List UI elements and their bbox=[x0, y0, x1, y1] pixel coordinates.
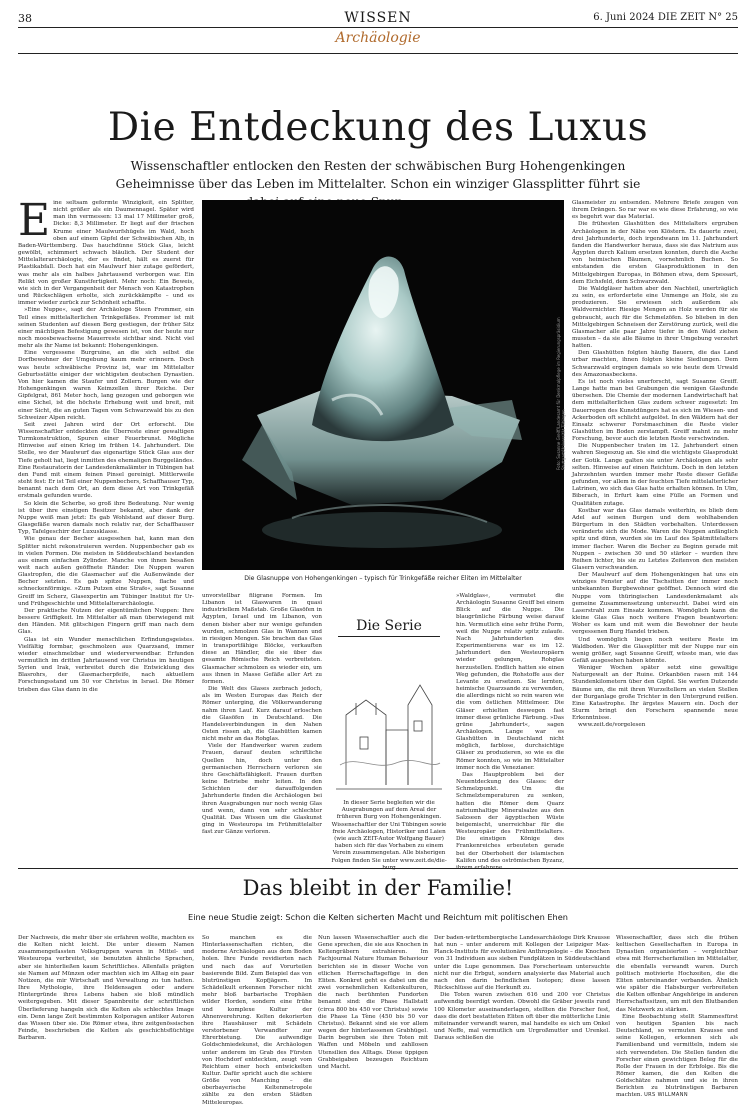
paragraph: Die Waldgläser hatten aber den Nachteil, unerträglich zu sein, es erfordertete eine Unmenge an Holz, sie zu produzieren. Sie erwiesen sich außerdem als Waldvernichter. Riesige Mengen an Holz wurden für sie gebraucht, auch für die Schmelzöfen. So blieben in den Mittelgebirgen Schneisen der Zerstörung zurück, weil die Glasmacher alle paar Jahre tiefer in den Wald ziehen mussten – da sie alle Bäume in ihrer Umgebung verzehrt hatten. bbox=[572, 285, 738, 350]
article2-column-3 bbox=[318, 935, 428, 1093]
glass-nuppe-illustration bbox=[202, 200, 564, 570]
glass-nuppe-photo bbox=[202, 200, 564, 570]
paragraph: So manchen es die Hinterlassenschaften richten, die moderne Archäologen aus dem Boden holen. Ihre Funde revidierten nach und nach das auf Vorurteilen basierende Bild. Zum Beispiel das von blutrünstigen Kopfjägern. Im Schädelkult erkennen Forscher nicht mehr bloß barbarische Trophäen wilder Horden, sondern eine frühe und komplexe Kultur der Ahnenverehrung. Kelten dekorierten ihre Haushäuser mit Schädeln verstorbener Verwandter zur Ehrerbietung. Die aufwendige Goldschmiedekunst, die Archäologen unter anderem im Grab des Fürsten von Hochdorf entdeckten, zeugt vom Reichtum einer hoch entwickelten Kultur. Dafür spricht auch die schiere Größe von Manching – die oberbayerische Keltenmetropole zählte zu den ersten Städten Mitteleuropas. bbox=[202, 935, 312, 1106]
paragraph bbox=[616, 1014, 738, 1100]
paragraph: Weniger Wochen später setzt eine gewaltige Naturgewalt an der Ruine. Orkanböen rasen mit 144 Stundenkilometern über den Gipfel. Sie werfen Dutzende Bäume um, die mit ihren Wurzeltellern an vielen Stellen der Burganlage große Trichter in den Untergrund reißen. Eine Katastrophe. Ihr ärgstes Mauern ein. Doch der Sturm bringt den Forschern spannende neue Erkenntnisse. bbox=[572, 665, 738, 722]
paragraph: Glasmeister zu entsenden. Mehrere Briefe zeugen von ihrem Drängen. So rar war es wie diese Erfahrung, so wie es begehrt war das Material. bbox=[572, 200, 738, 221]
paragraph: So klein die Scherbe, so groß ihre Bedeutung. Nur wenig ist über ihre einstigen Besitzer bekannt, aber dank der Nuppe weiß man jetzt: Es gab Wohlstand auf dieser Burg. Glasgefäße waren damals noch relativ rar, der Schaffhauser Typ, Tafelgeschirr der Luxusklasse. bbox=[18, 500, 194, 536]
paragraph: Seit zwei Jahren wird der Ort erforscht. Die Wissenschaftler entdeckten die Überreste einer gewaltigen Turmkonstruktion, Spuren einer Feuerbrunst. Mögliche Hinweise auf einen Krieg im frühen 14. Jahrhundert. Die Stelle, wo der Maulwurf das eigenartige Stück Glas aus der Tiefe geholt hat, liegt inmitten des ehemaligen Burggeländes. Eine Restauratorin der Landesdenkmalämter in Tübingen hat den Fund mit einem feinen Pinsel gereinigt. Mittlerweile steht fest: Er ist Teil einer Nuppenbechers, Schaffhauser Typ, benannt nach dem Ort, an dem diese Art von Trinkgefäß erstmals gefunden wurde. bbox=[18, 421, 194, 500]
article2-deck: Eine neue Studie zeigt: Schon die Kelten sicherten Macht und Reichtum mit politischen Ehen bbox=[188, 912, 568, 922]
article-column-4 bbox=[572, 200, 738, 860]
article2-column-5 bbox=[616, 935, 738, 1099]
castle-sketch-icon bbox=[336, 645, 442, 793]
deck-text: Wissenschaftler entlocken den Resten der schwäbischen Burg Hohengenkingen Geheimnisse über das Leben im Mittelalter. Schon ein winziger Glassplitter führt sie bbox=[115, 159, 641, 191]
paragraph: Das Hauptproblem bei der Neuentdeckung des Glases: der Schmelzpunkt. Um die Schmelztemperaturen zu senken, hatten die Römer dem Quarz natriumhaltige Mineralsalze aus den Salzseen der ägyptischen Wüste beigemischt, unerreichbar für die Westeuropäer des Frühmittelalters. Die einstigen Könige des Frankenreiches erbeuteten gerade bei der Oberhoheit der islamischen Kalifen und des oströmischen Byzanz, bbox=[456, 771, 564, 864]
article-column-3 bbox=[456, 593, 564, 864]
paragraph: www.zeit.de/vorgelesen bbox=[578, 722, 646, 729]
paragraph: ine seltsam geformte Winzigkeit, ein Splitter, nicht größer als ein Daumennagel. Später wird man ihn vermessen: 13 mal 17 Millimeter groß, Dicke: 8,3 Millimeter. Er liegt auf der frischen Krume einer Maulwurfshügels im Wald, hoch oben auf einem Gipfel der Schwäbischen Alb, in Baden-Württemberg. Das hauchdünne Stück Glas, leicht gewölbt, schimmert schwach bläulich. Der Student der Mittelalterarchäologie, der es findet, hält es zuerst für Plastikabfall. Doch hat ein Maulwurf hier zutage gefördert, was mehr als ein halbes Jahrtausend verborgen war. Ein Relikt von großer Kunstfertigkeit. Mehr noch: Ein Beweis, wie sich in der Vergangenheit der Mensch von Katastrophen und Rückschlägen erholte, sich zurückkämpfte – und es immer wieder zurück zur Schönheit schaffte. bbox=[18, 200, 194, 307]
paragraph: Nun lassen Wissenschaftler auch die Gene sprechen, die sie aus Knochen in Keltengräbern extrahieren. Im Fachjournal Nature Human Behaviour berichten sie in dieser Woche von etlichen Herrschaftsgefüge in den Eliten. Konkret geht es dabei um die zwei vornehmlichen Keltenkulturen, die nach berühmten Fundorten benannt sind: die Phase Hallstatt (circa 800 bis 450 vor Christus) sowie die Phase La Tène (450 bis 50 vor Christus). Bekannt sind sie vor allem wegen der hinterlassenen Grabhügel. Darin begruben sie ihre Toten mit Waffen und Möbeln und zahllosen Utensilien des Alltags. Diese üppigen Grabbeigaben bezeugen Reichtum und Macht. bbox=[318, 935, 428, 1070]
paragraph: Der baden-württembergische Landesarchäologe Dirk Krausse hat nun – unter anderem mit Kollegen der Leipziger Max-Planck-Instituts für evolutionäre Anthropologie – die Knochen von 31 Individuen aus sieben Fundplätzen in Süddeutschland unter die Lupe genommen. Das Forscherteam untersuchte nicht nur die Erbgut, sondern analysierte das Material auch nach den darin befindlichen Isotopen; diese lassen Rückschlüsse auf die Herkunft zu. bbox=[434, 935, 610, 992]
article-column-2 bbox=[202, 593, 322, 859]
paragraph: Und womöglich liegen noch weitere Reste im Waldboden. Wer die Glassplitter mit der Nuppe nur ein wenig größer, sagt Susanne Greiff, wüsste man, wie das Gefäß ausgesehen haben könnte. bbox=[572, 636, 738, 664]
paragraph: unvorstellbar filigrane Formen. Im Libanon ist Glaswaren in quasi industriellem Maßstab. Große Glasöfen in Ägypten, Israel und im Libanon, von denen bisher aber nur wenige gefunden wurden, schmolzen Glas in Wannen und in riesigen Mengen. Sie brachen das Glas in transportfähige Blöcke, verkauften diese an Händler, die sie über das gesamte Römische Reich verbreiteten. Glasmacher schmolzen es wieder ein, um aus ihnen in Masse Gefäße aller Art zu formen. bbox=[202, 593, 322, 685]
paragraph-text: Eine Beobachtung stellt Stammesfürst von heutigen Spanien bis nach Deutschland, so vermuten Krausse und seine Kollegen, erkennen sich als Familienband und vermitteln, indem sie sich verwendeten. Die Stellen fanden die Forscher einen gewichtigen Beleg für die Rolle der Frauen in der Erbfolge. Bis die Römer kamen, die den Kelten die Goldschätze nahmen und sie in ihren Berichten zu blutrünstigen Barbaren machten. bbox=[616, 1013, 738, 1099]
article2-column-4 bbox=[434, 935, 610, 1093]
dateline: 6. Juni 2024 DIE ZEIT N° 25 bbox=[593, 12, 738, 23]
paragraph: Die Welt des Glases zerbrach jedoch, als im Westen Europas das Reich der Römer unterging, die Völkerwanderung nahm ihren Lauf. Kurz darauf erloschen die Glasöfen in Deutschland. Die Handelsverbindungen in den Nahen Osten rissen ab, die Glashütten kamen nicht mehr an das Rohglas. bbox=[202, 686, 322, 743]
article2-column-2 bbox=[202, 935, 312, 1106]
paragraph: Viele der Handwerker waren zudem Frauen, darauf deuten schriftliche Quellen hin, doch unter den germanischen Herrschern verloren sie ihre Geschäftsfähigkeit. Frauen durften keine Betriebe mehr leiten. In den Schichten der darauffolgenden Jahrhunderte finden die Archäologen bei ihren Ausgrabungen nur noch wenig Glas und wenn, dann von sehr schlechter Qualität. Das Wissen um die Glaskunst ging in Westeuropa im Frühmittelalter fast zur Gänze verloren. bbox=[202, 743, 322, 836]
paragraph: Es ist noch vieles unerforscht, sagt Susanne Greiff. Lange hatte man bei Grabungen die wenigen Glasfunde übersehen. Die Chemie der modernen Landwirtschaft hat dem mittelalterlichen Glas zudem schwer zugesetzt: Im Dauerregen des Kunstdüngers hat es sich im Wiesen- und Ackerboden oft schlicht aufgelöst. In den Wäldern hat der Einsatz schwerer Forstmaschinen die Reste vieler Glashütten im Boden zerstampft. Greiff mahnt zu mehr Forschung, bevor auch die letzten Reste verschwinden. bbox=[572, 378, 738, 443]
paragraph: Den Glashütten folgten häufig Bauern, die das Land urbar machten, ihnen folgten kleine Siedlungen. Dem Schwarzwald ergingen damals so wie heute dem Urwald des Amazonasbeckens. bbox=[572, 350, 738, 378]
serie-rule bbox=[338, 636, 440, 637]
paragraph: Die frühesten Glashütten des Mittelalters ergruben Archäologen in der Nähe von Klöstern. Es dauerte zwei, drei Jahrhunderte, doch irgendwann im 11. Jahrhundert fanden die Handwerker heraus, dass sie das Natrium aus Ägypten durch Kalium ersetzen konnten, durch die Asche von heimischen Bäumen, vornehmlich Buchen. So entstanden die ersten Glasproduktionen in den Mittelgebirgen Europas, in Böhmen etwa, dem Spessart, dem Eichsfeld, dem Schwarzwald. bbox=[572, 221, 738, 285]
article-column-1 bbox=[18, 195, 194, 860]
paragraph: Der Nachweis, die mehr über sie erfahren wollte, machten es die Kelten nicht leicht. Die unter diesem Namen zusammengefassten Volksgruppen waren in Mittel- und Westeuropa verbreitet, sie benutzten ähnliche Sprachen, aber sie hinterließen kaum Schriftliches. Allenfalls prägten sie Namen auf Münzen oder machten sich im Alltag ein paar Notizen, die mir Wirtschaft und Verwaltung zu tun hatten. Ihre Mythologie, ihre Heldensagen oder andere Hintergründe ihres Lebens haben sie bloß mündlich weitergegeben. Mit dieser Spannbreite der schriftlichen Überlieferung hangeln sich die Kelten als schlechtes Image ein. Denn lange Zeit bestimmten Kolporagen antiker Autoren das Wissen über sie. Die Römer etwa, ihre zeitgenössischen Feinde, beschrieben die Kelten als geschichtsflüchtige Barbaren. bbox=[18, 935, 194, 1042]
paragraph: Glas ist ein Wunder menschlichen Erfindungsgeistes. Vielfältig formbar, geschmolzen aus Quarzsand, immer wieder einschmelzbar und wiederverwendbar. Erfunden vermutlich im dritten Jahrtausend vor Christus im heutigen Syrien und Irak, verbreitet durch die Entwicklung des Blasrohrs, der Glasmacherpfeife, nach aktuellem Forschungsstand um 50 vor Christus in Israel. Die Römer trieben das Glas dann in die bbox=[18, 636, 194, 693]
paragraph: Wissenschaftler, dass sich die frühen keltischen Gesellschaften in Europa in Dynastien organisierten – vergleichbar etwa mit Herrscherfamilien im Mittelalter, die ebenfalls verwandt waren. Durch politisch motivierte Hochzeiten, die die Eliten untereinander verbanden. Ähnlich wie später die Habsburger verbreiteten die Kelten offenbar Angehörige in anderen Herrschaftssitzen, um mit den Blutbanden das Netzwerk zu stärken. bbox=[616, 935, 738, 1013]
paragraph: Die Nuppenbecher traten im 12. Jahrhundert einen wahren Siegeszug an. Sie sind die wichtigste Glasprodukt der Gotik. Lange galten sie unter Archäologen als sehr selten. Hinweise auf einen Reichtum. Doch in den letzten Jahrzehnten wurden immer mehr Reste dieser Gefäße gefunden, vor allem in der feuchten Tiefe mittelalterlicher Latrinen, wo sich das Glas hatte erhalten können. In Ulm, Biberach, in Erfurt kam eine Fülle an Formen und Qualitäten zutage. bbox=[572, 443, 739, 507]
paragraph: Der Maulwurf auf dem Hohengenkingen hat uns ein winziges Fenster auf die Tischsitten der immer noch unbekannten Burgbewohner geöffnet. Dennoch wird die Nuppe vom thüringischen Landesdenkmalamt als gemeine Zusammensetzung untersucht. Dabei wird ein Laserstrahl zum Einsatz kommen. Womöglich kann die kleine Glas Glas noch weitere Fragen beantworten: Woher es kam und mit wem die Bewohner der heute vergessenen Burg Handel trieben. bbox=[572, 572, 738, 636]
header-rule bbox=[18, 27, 738, 28]
paragraph: Wie genau der Becher ausgesehen hat, kann man den Splitter nicht rekonstruieren werden. Nuppenbecher gab es in vielen Formen. Die meisten in Süddeutschland bestanden aus einem einfachen Zylinder. Manche von ihnen besaßen weit nach außen geöffnete Ränder. Die Nuppen waren Glastropfen, die die Glasmacher auf die Außenwände der Becher setzten. Es gab spitze Nuppen, flache und schneckenförmige. »Zum Putzen eine Strafe«, sagt Susanne Greiff im Scherz, Glasexpertin am Tübinger Institut für Ur- und Frühgeschichte und Mittelalterarchäologie. bbox=[18, 536, 194, 607]
ressort-title: WISSEN bbox=[344, 10, 412, 26]
paragraph: Eine vergessene Burgruine, an die sich selbst die Dorfbewohner der Umgebung kaum mehr erinnern. Doch was heute schwäbische Provinz ist, war im Mittelalter Geburtsstätte einiger der wichtigsten deutschen Dynastien. Von hier kamen die Staufer und Zollern. Burgen wie der Hohengenkingen waren Keimzellen ihrer Reiche. Der Gipfelgrat, 861 Meter hoch, lang gezogen und geborgen wie eine Sichel, ist die höchste Erhebung weit und breit, mit einer Sicht, die an guten Tagen vom Schwarzwald bis zu den Schweizer Alpen reicht. bbox=[18, 350, 194, 421]
paragraph: »Eine Nuppe«, sagt der Archäologe Steen Frommer, ein Teil eines mittelalterlichen Trinkgefäßes. Frommer ist mit seinen Studenten auf diesen Berg gestiegen, der früher Sitz einer mächtigen Befestigung gewesen ist, von der heute nur noch moosbewachsene Mauerreste sichtbar sind. Nicht viel mehr als ihr Name ist bekannt: Hohengenkingen. bbox=[18, 307, 194, 350]
article-separator bbox=[18, 868, 738, 869]
article2-author: URS WILLMANN bbox=[644, 1092, 689, 1099]
paragraph: Die Toten waren zwischen 616 und 200 vor Christus aufwendig beerdigt worden. Obwohl die Gräber jeweils rund 100 Kilometer auseinanderlagen, stellten die Forscher fest, dass die dort bestatteten Eliten oft über die mütterliche Linie miteinander verwandt waren, mal handelte es sich um Onkel und Neffe, mal vermutlich um Urgroßmutter und Urenkel. Daraus schließen die bbox=[434, 992, 610, 1042]
photo-credit: Foto: Susanne Greiff/Landesamt für Denkmalpflege im Regierungspräsidium Stuttgart/Universität Tübingen bbox=[556, 317, 566, 470]
headline: Die Entdeckung des Luxus bbox=[107, 105, 649, 150]
photo-caption: Die Glasnuppe von Hohengenkingen – typisch für Trinkgefäße reicher Eliten im Mittelalter bbox=[244, 575, 522, 582]
paragraph: »Waldglas«, vermutet die Archäologin Susanne Greiff bei einem Blick auf die Nuppe. Die blaugrünliche Färbung weise darauf hin. Vermutlich eine sehr frühe Form, weil die Nuppe relativ spitz zulaufe. Nach Jahrhunderten des Experimentierens war es im 12. Jahrhundert den Westeuropäern wieder gelungen, Rohglas herzustellen. Endlich hatten sie einen Weg gefunden, die Rohstoffe aus der Levante zu ersetzen. Sie lernten, heimische Quarzsande zu verwenden, die allerdings nicht so rein waren wie die vom östlichen Mittelmeer. Die Gläser erhielten deswegen fast immer diese grünliche Färbung. »Das grüne Jahrhundert«, sagen Archäologen. Lange war es Glashütten in Deutschland nicht möglich, farblose, durchsichtige Gläser zu produzieren, so wie es die Römer konnten, so wie im Mittelalter immer noch die Venezianer. bbox=[456, 593, 564, 771]
paragraph: Der praktische Nutzen der eigentümlichen Nuppen: Ihre bessere Griffigkeit. Im Mittelalter aß man überwiegend mit den Händen. Mit glitschigen Fingern griff man nach dem Glas. bbox=[18, 607, 194, 636]
article2-column-1 bbox=[18, 935, 194, 1093]
serie-text: In dieser Serie begleiten wir die Ausgrabungen auf dem Areal der früheren Burg von Hohengenkingen. Wissenschaftler der Uni Tübingen sowie freie Archäologen, Historiker und Laien (wie auch ZEIT-Autor Wolfgang Bauer) haben sich für das Vorhaben zu einem Verein zusammengetan. Alle bisherigen Folgen finden Sie unter www.zeit.de/die- bbox=[331, 800, 447, 864]
page-number: 38 bbox=[18, 12, 32, 25]
dropcap: E bbox=[18, 195, 51, 246]
sub-ressort-title: Archäologie bbox=[335, 30, 421, 46]
paragraph: Kostbar war das Glas damals weiterhin, es blieb dem Adel auf seinen Burgen und dem wohlhabenden Bürgertum in den Städten vorbehalten. Unterdessen veränderte sich die Mode. Waren die Nuppen anfänglich spitz und dünn, wurden sie im Lauf des Spätmittelalters immer flacher. Waren die Becher zu Beginn gerade mit Nuppen – zwischen 30 und 50 stärker – wurden ihre Reihen lichter, bis sie zu Letztes Zeitenvon den meisten Glasern verschwanden. bbox=[572, 507, 738, 571]
header-rule-lower bbox=[18, 53, 738, 54]
article2-headline: Das bleibt in der Familie! bbox=[242, 876, 514, 900]
serie-title: Die Serie bbox=[356, 618, 422, 634]
